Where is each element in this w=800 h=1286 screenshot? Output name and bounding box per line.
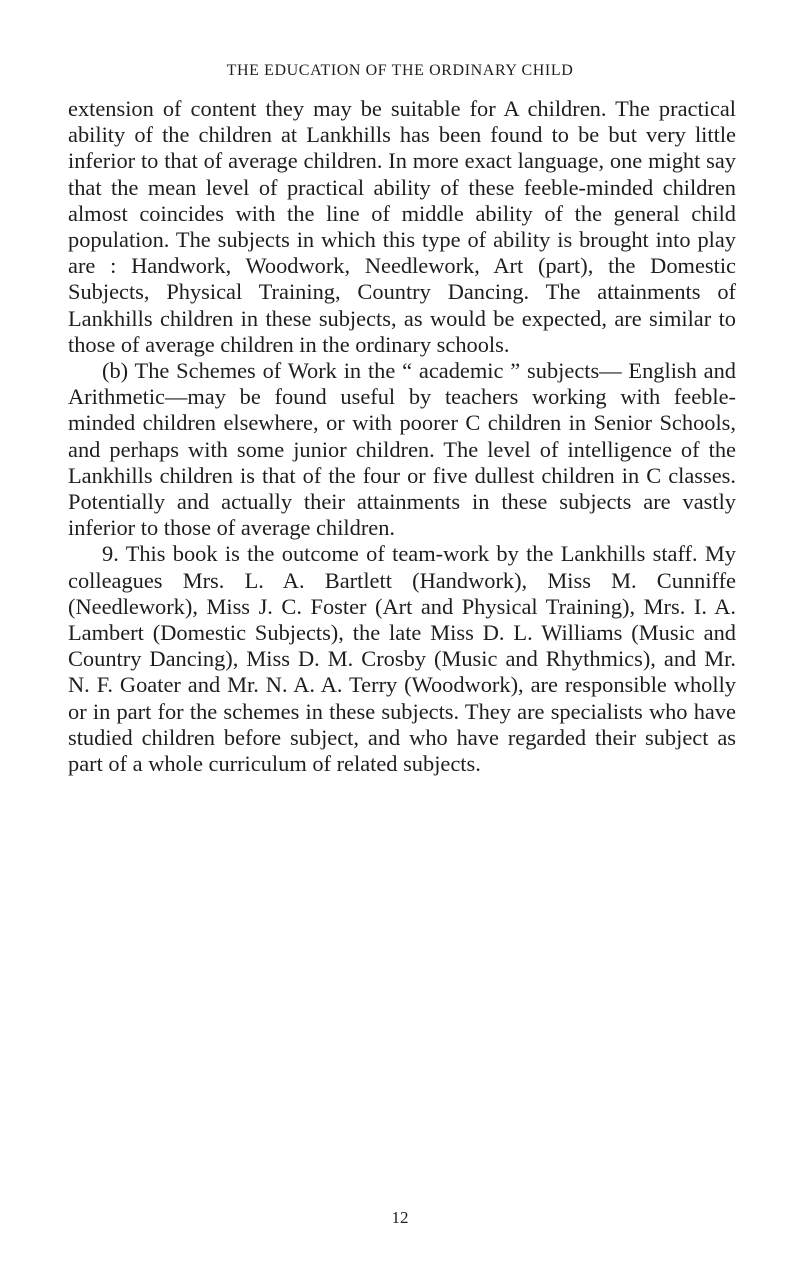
paragraph-continuation: extension of content they may be suitable for A children. The practical ability of the children at Lankhills has been found to be but very little inferior to that of average children. In more exact language, one might say that the mean level of practical ability of these feeble-minded children almost coincides with the line of middle ability of the general child population. The subjects in which this type of ability is brought into play are : Handwork, Woodwork, Needlework, Art (part), the Domestic Subjects, Physical Training, Country Dancing. The attainments of Lankhills children in these subjects, as would be expected, are similar to those of average children in the ordinary schools. [68,96,736,357]
page-number: 12 [391,1208,409,1227]
body-text [68,96,736,777]
running-head: THE EDUCATION OF THE ORDINARY CHILD [226,62,574,79]
paragraph-9-team-work: 9. This book is the outcome of team-work by the Lankhills staff. My colleagues Mrs. L. A. Bartlett (Handwork), Miss M. Cunniffe (Needlework), Miss J. C. Foster (Art and Physical Training), Mrs. I. A. Lambert (Domestic Subjects), the late Miss D. L. Williams (Music and Country Dancing), Miss D. M. Crosby (Music and Rhythmics), and Mr. N. F. Goater and Mr. N. A. A. Terry (Woodwork), are responsible wholly or in part for the schemes in these subjects. They are specialists who have studied children before subject, and who have regarded their subject as part of a whole curriculum of related subjects. [68,541,736,777]
paragraph-b-schemes: (b) The Schemes of Work in the “ academic ” subjects— English and Arithmetic—may be found useful by teachers working with feeble-minded children elsewhere, or with poorer C children in Senior Schools, and perhaps with some junior children. The level of intelligence of the Lankhills children is that of the four or five dullest children in C classes. Potentially and actually their attainments in these subjects are vastly inferior to those of average children. [68,358,736,541]
